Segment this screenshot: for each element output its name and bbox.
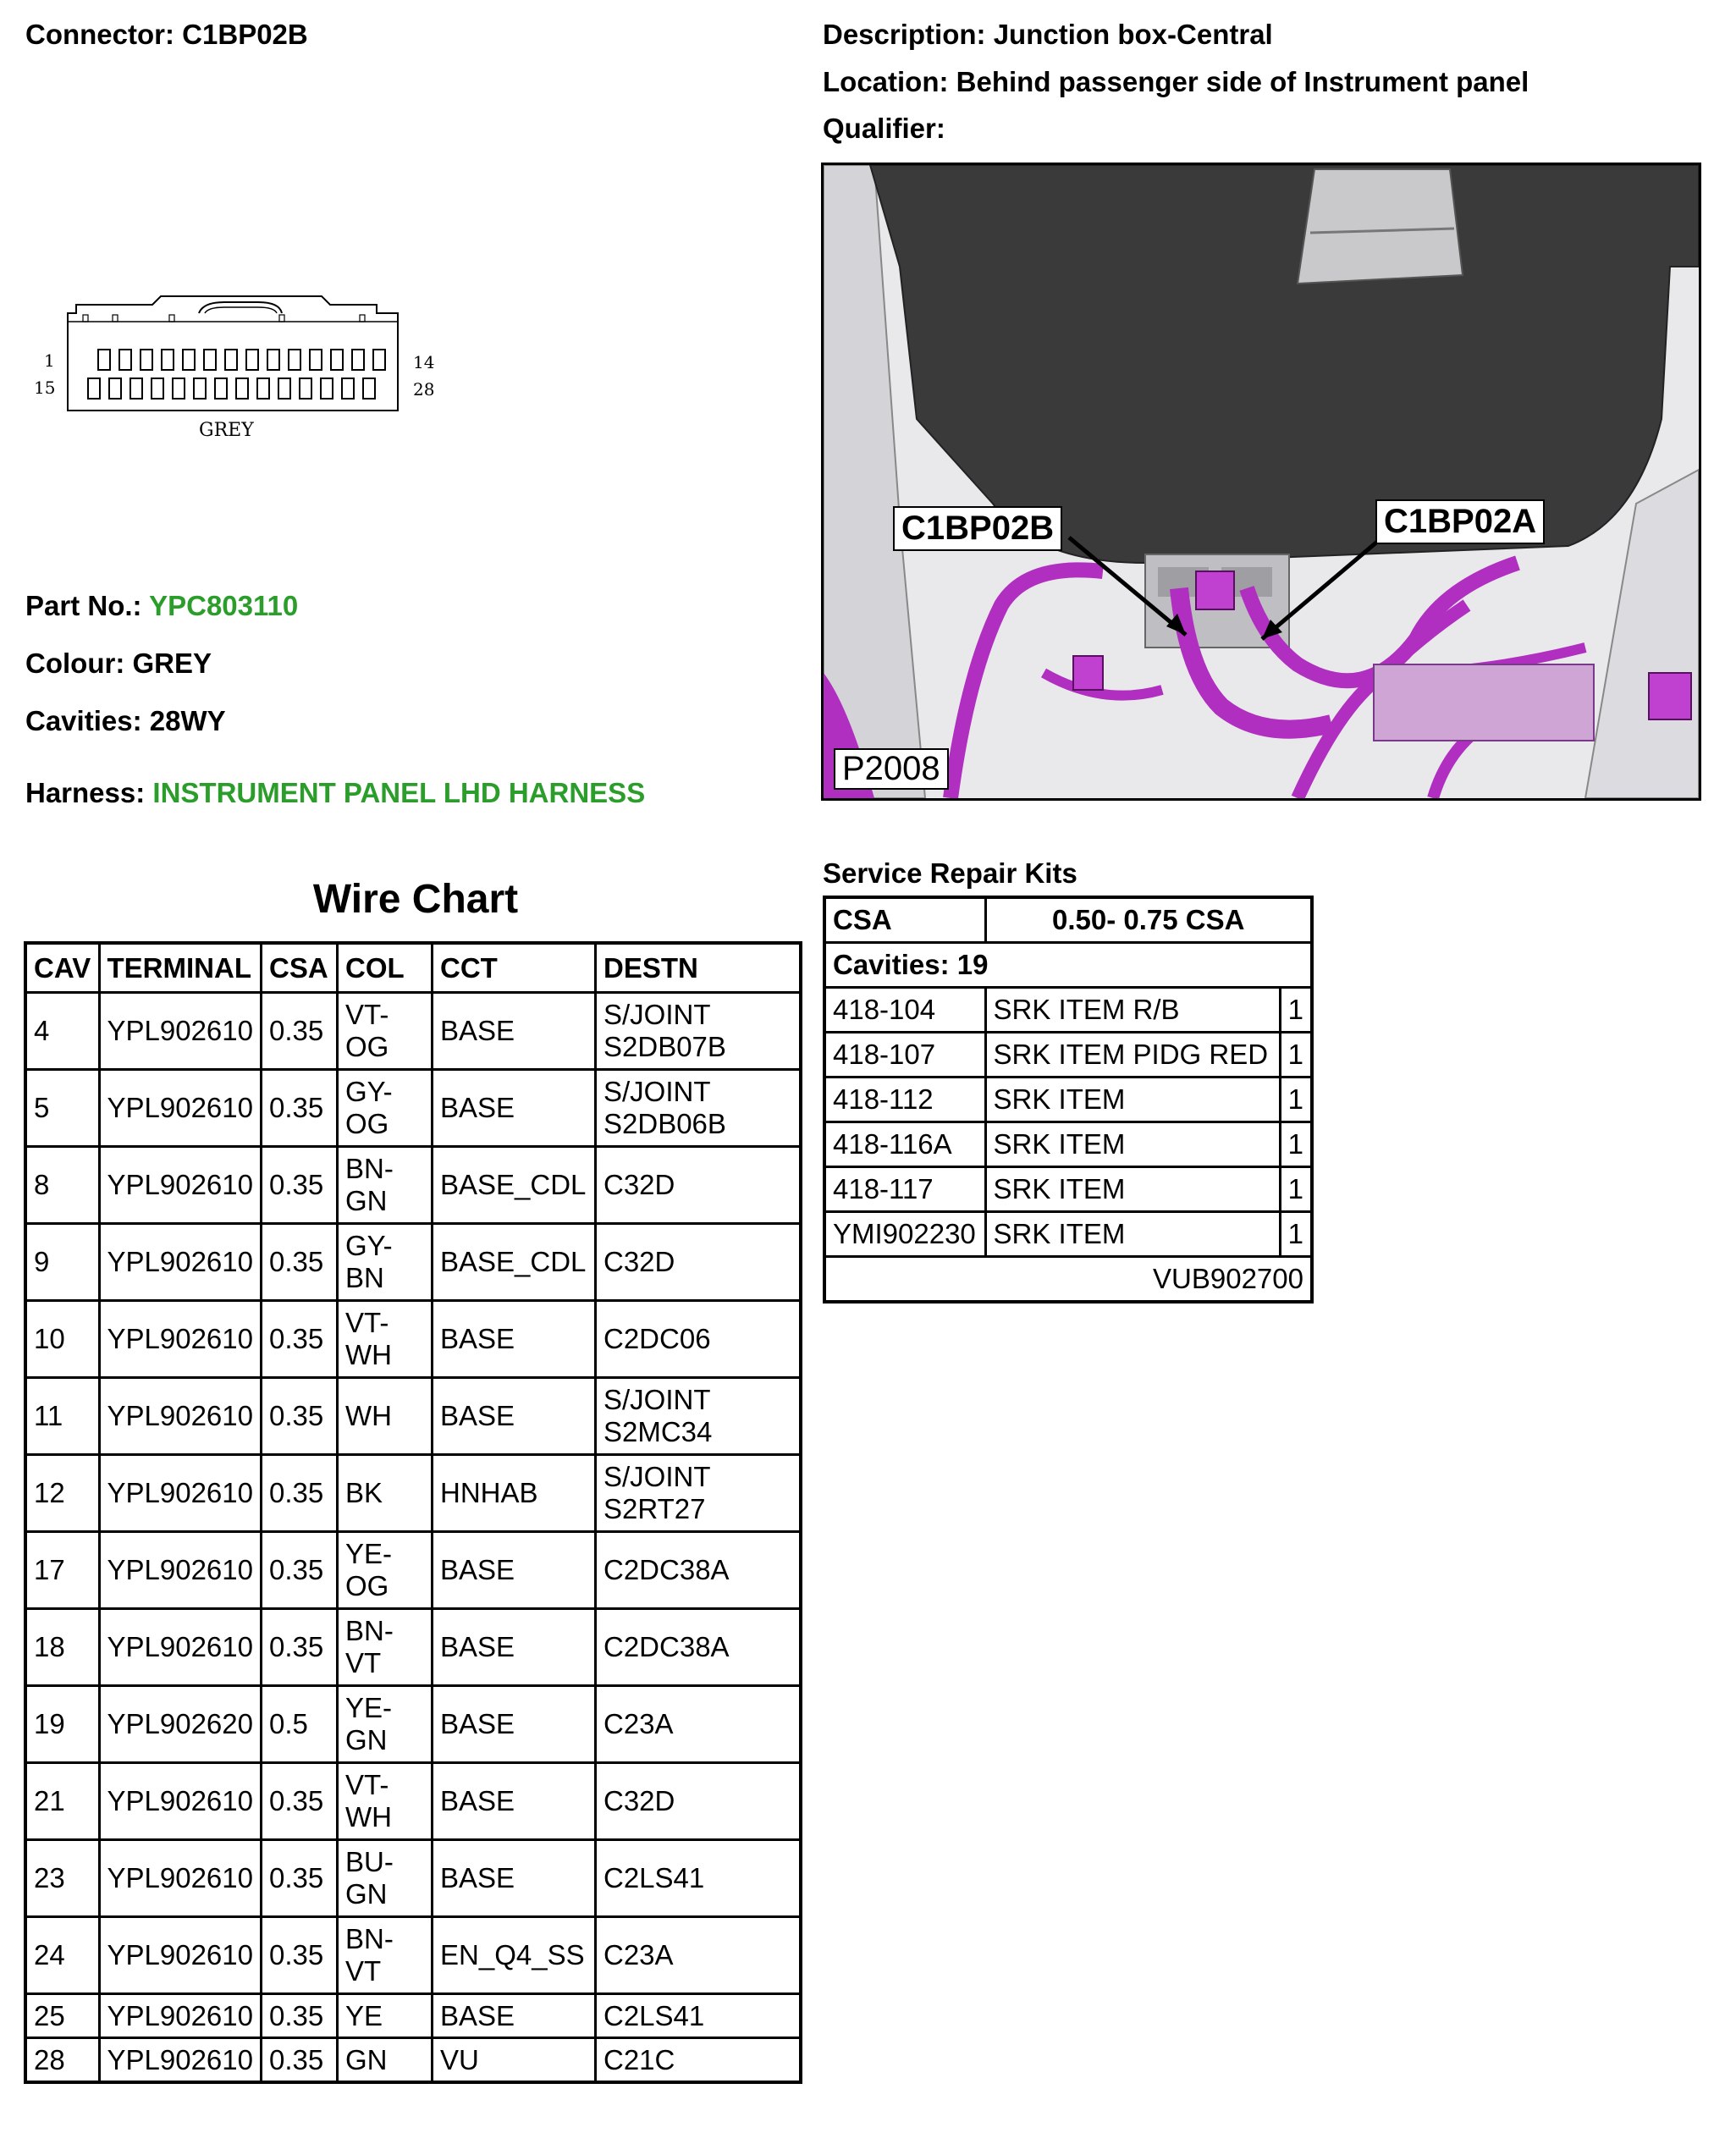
- srk-item-row: [824, 1033, 1312, 1078]
- cavity-13: [352, 350, 364, 370]
- cavity-4: [162, 350, 174, 370]
- cell-cav: 23: [25, 1840, 99, 1917]
- wire-chart-row: [25, 1301, 801, 1378]
- cell-terminal: YPL902610: [99, 1301, 262, 1378]
- cell-destn-line: C32D: [603, 1246, 675, 1277]
- srk-footer: VUB902700: [824, 1257, 1312, 1303]
- cavity-20: [194, 378, 206, 399]
- cell-destn-line: C21C: [603, 2043, 675, 2075]
- location-label: Location:: [823, 66, 949, 97]
- cell-csa: 0.35: [262, 1378, 338, 1455]
- cell-col-line: WH: [345, 1339, 392, 1370]
- cavity-21: [215, 378, 227, 399]
- wire-chart-row: [25, 1763, 801, 1840]
- cell-col-line: VT: [345, 1647, 382, 1678]
- connector-colour-label: GREY: [199, 420, 254, 441]
- cell-terminal: YPL902610: [99, 1455, 262, 1532]
- srk-cavities: Cavities: 19: [824, 943, 1312, 988]
- wire-chart-row: [25, 1070, 801, 1147]
- cell-csa: 0.35: [262, 1301, 338, 1378]
- cavity-row-bottom: [88, 378, 375, 399]
- cell-csa: 0.35: [262, 1994, 338, 2038]
- srk-item-qty: 1: [1280, 1167, 1312, 1212]
- cell-destn: [596, 2038, 801, 2083]
- cell-destn-line: S/JOINT: [603, 999, 711, 1030]
- srk-item-qty: 1: [1280, 1078, 1312, 1122]
- cell-cav: 21: [25, 1763, 99, 1840]
- connector-face-drawing: [25, 284, 457, 453]
- cell-col: [338, 993, 433, 1070]
- srk-csa-label: CSA: [824, 897, 985, 943]
- cell-cav: 24: [25, 1917, 99, 1994]
- cell-csa: 0.35: [262, 1070, 338, 1147]
- cavity-22: [236, 378, 248, 399]
- wire-chart-row: [25, 1147, 801, 1224]
- header-cav: CAV: [25, 943, 99, 993]
- cell-cav: 8: [25, 1147, 99, 1224]
- cell-destn: [596, 1994, 801, 2038]
- part-no-line: [25, 590, 298, 622]
- cell-col-line: GN: [345, 2043, 388, 2075]
- cell-destn: [596, 1917, 801, 1994]
- cavities-label: Cavities:: [25, 705, 142, 736]
- cell-destn-line: S/JOINT: [603, 1461, 711, 1492]
- cavity-24: [278, 378, 290, 399]
- location-value: Behind passenger side of Instrument panel: [956, 66, 1529, 97]
- srk-item-code: YMI902230: [824, 1212, 985, 1257]
- qualifier-label: Qualifier:: [823, 113, 945, 144]
- cell-col: [338, 1455, 433, 1532]
- cavity-15: [88, 378, 100, 399]
- srk-item-row: [824, 1212, 1312, 1257]
- cell-col: [338, 1763, 433, 1840]
- srk-item-code: 418-104: [824, 988, 985, 1033]
- cell-col: [338, 1917, 433, 1994]
- photo-reference-label: P2008: [834, 748, 949, 790]
- colour-value: GREY: [132, 648, 212, 679]
- colour-label: Colour:: [25, 648, 125, 679]
- cell-col-line: WH: [345, 1400, 392, 1431]
- cell-csa: 0.35: [262, 1917, 338, 1994]
- wire-chart-row: [25, 1917, 801, 1994]
- cell-terminal: YPL902610: [99, 1147, 262, 1224]
- cell-destn: [596, 1763, 801, 1840]
- srk-title: Service Repair Kits: [823, 857, 1077, 889]
- srk-item-name: SRK ITEM R/B: [985, 988, 1280, 1033]
- wire-chart-row: [25, 993, 801, 1070]
- cell-col-line: BN: [345, 1262, 384, 1293]
- cell-csa: 0.35: [262, 993, 338, 1070]
- location-photo: [821, 163, 1701, 801]
- cell-terminal: YPL902610: [99, 1994, 262, 2038]
- cell-col: [338, 1840, 433, 1917]
- harness-label: Harness:: [25, 777, 146, 808]
- cavity-8: [246, 350, 258, 370]
- cell-destn-line: C2DC06: [603, 1323, 711, 1354]
- cell-destn-line: C2DC38A: [603, 1554, 730, 1585]
- location-photo-illustration: [824, 165, 1699, 798]
- cell-cct: BASE: [433, 1378, 596, 1455]
- cell-col-line: BN-: [345, 1615, 394, 1646]
- cell-csa: 0.5: [262, 1686, 338, 1763]
- pin-label-28: 28: [413, 379, 435, 400]
- cell-col-line: GY-: [345, 1076, 393, 1107]
- cell-cav: 10: [25, 1301, 99, 1378]
- cell-csa: 0.35: [262, 1147, 338, 1224]
- cell-destn-line: S2DB06B: [603, 1108, 726, 1139]
- cell-csa: 0.35: [262, 1609, 338, 1686]
- cell-destn-line: C23A: [603, 1708, 674, 1739]
- srk-item-code: 418-112: [824, 1078, 985, 1122]
- connector-value: C1BP02B: [182, 19, 308, 50]
- cavity-18: [152, 378, 163, 399]
- cavity-14: [373, 350, 385, 370]
- srk-item-name: SRK ITEM: [985, 1078, 1280, 1122]
- srk-item-code: 418-116A: [824, 1122, 985, 1167]
- callout-c1bp02b: C1BP02B: [893, 506, 1062, 551]
- cell-destn: [596, 1840, 801, 1917]
- cell-col-line: GN: [345, 1878, 388, 1910]
- cell-col-line: BU-: [345, 1846, 394, 1877]
- srk-body: [824, 897, 1312, 1302]
- cell-cav: 12: [25, 1455, 99, 1532]
- cavity-3: [141, 350, 152, 370]
- callout-c1bp02a: C1BP02A: [1375, 499, 1545, 544]
- cavity-9: [267, 350, 279, 370]
- cell-terminal: YPL902610: [99, 1763, 262, 1840]
- harness-link[interactable]: INSTRUMENT PANEL LHD HARNESS: [152, 777, 646, 808]
- cell-cav: 28: [25, 2038, 99, 2083]
- cell-col: [338, 1301, 433, 1378]
- cavity-row-top: [98, 350, 385, 370]
- cell-cct: BASE: [433, 1609, 596, 1686]
- cavity-12: [331, 350, 343, 370]
- cell-cct: BASE: [433, 1686, 596, 1763]
- cell-terminal: YPL902610: [99, 1224, 262, 1301]
- cell-col-line: YE-: [345, 1692, 393, 1723]
- qualifier-line: [823, 113, 945, 145]
- cell-col-line: OG: [345, 1031, 389, 1062]
- harness-line: [25, 777, 645, 809]
- header-terminal: TERMINAL: [99, 943, 262, 993]
- part-no-label: Part No.:: [25, 590, 142, 621]
- wire-chart-row: [25, 1686, 801, 1763]
- cell-col-line: GN: [345, 1724, 388, 1755]
- cell-cct: BASE: [433, 1763, 596, 1840]
- cell-cct: BASE_CDL: [433, 1147, 596, 1224]
- cell-col-line: YE-: [345, 1538, 393, 1569]
- header-col: COL: [338, 943, 433, 993]
- cell-destn-line: S2RT27: [603, 1493, 706, 1524]
- cell-destn-line: S2MC34: [603, 1416, 713, 1447]
- cell-cct: BASE: [433, 993, 596, 1070]
- srk-item-name: SRK ITEM: [985, 1167, 1280, 1212]
- cavity-17: [130, 378, 142, 399]
- cell-cav: 11: [25, 1378, 99, 1455]
- cell-terminal: YPL902610: [99, 1532, 262, 1609]
- wire-chart-row: [25, 1378, 801, 1455]
- cell-destn: [596, 1224, 801, 1301]
- cell-destn-line: C2LS41: [603, 1999, 705, 2031]
- srk-item-qty: 1: [1280, 1212, 1312, 1257]
- cell-csa: 0.35: [262, 1763, 338, 1840]
- cell-destn: [596, 1609, 801, 1686]
- cavity-5: [183, 350, 195, 370]
- cavity-27: [342, 378, 354, 399]
- srk-item-name: SRK ITEM: [985, 1122, 1280, 1167]
- wire-chart-row: [25, 1532, 801, 1609]
- part-no-link[interactable]: YPC803110: [149, 590, 299, 621]
- cavity-23: [257, 378, 269, 399]
- srk-item-name: SRK ITEM PIDG RED: [985, 1033, 1280, 1078]
- wire-chart-row: [25, 1224, 801, 1301]
- cell-col: [338, 1378, 433, 1455]
- cell-col-line: OG: [345, 1570, 389, 1601]
- cell-destn: [596, 1378, 801, 1455]
- srk-csa-value: 0.50- 0.75 CSA: [985, 897, 1312, 943]
- srk-cavities-row: [824, 943, 1312, 988]
- pin-label-14: 14: [413, 352, 435, 372]
- srk-csa-row: [824, 897, 1312, 943]
- cell-destn: [596, 1301, 801, 1378]
- pin-label-15: 15: [34, 378, 56, 398]
- cell-destn-line: S/JOINT: [603, 1384, 711, 1415]
- srk-item-code: 418-107: [824, 1033, 985, 1078]
- cell-terminal: YPL902610: [99, 1070, 262, 1147]
- cell-destn-line: C23A: [603, 1939, 674, 1970]
- cell-col: [338, 2038, 433, 2083]
- wire-chart-row: [25, 2038, 801, 2083]
- cell-destn-line: C32D: [603, 1169, 675, 1200]
- description-label: Description:: [823, 19, 986, 50]
- cell-terminal: YPL902610: [99, 1840, 262, 1917]
- cell-col: [338, 1532, 433, 1609]
- cell-destn: [596, 1147, 801, 1224]
- cavity-6: [204, 350, 216, 370]
- cell-col-line: BK: [345, 1477, 383, 1508]
- header-cct: CCT: [433, 943, 596, 993]
- cell-cct: BASE: [433, 1532, 596, 1609]
- cell-col-line: VT-: [345, 1769, 389, 1800]
- cell-terminal: YPL902610: [99, 1378, 262, 1455]
- cell-destn: [596, 993, 801, 1070]
- cell-col: [338, 1224, 433, 1301]
- wire-chart-row: [25, 1840, 801, 1917]
- cell-col-line: OG: [345, 1108, 389, 1139]
- cell-cav: 18: [25, 1609, 99, 1686]
- cell-cav: 19: [25, 1686, 99, 1763]
- cell-csa: 0.35: [262, 1224, 338, 1301]
- cell-destn-line: S2DB07B: [603, 1031, 726, 1062]
- wire-chart-row: [25, 1455, 801, 1532]
- cell-cav: 4: [25, 993, 99, 1070]
- cell-destn: [596, 1532, 801, 1609]
- cavity-2: [119, 350, 131, 370]
- cell-terminal: YPL902610: [99, 1609, 262, 1686]
- cell-cct: HNHAB: [433, 1455, 596, 1532]
- cell-cct: BASE: [433, 1994, 596, 2038]
- colour-line: [25, 648, 212, 680]
- srk-item-row: [824, 1167, 1312, 1212]
- cavity-19: [173, 378, 185, 399]
- location-line: [823, 66, 1529, 98]
- wire-chart-body: [25, 993, 801, 2083]
- cell-terminal: YPL902610: [99, 993, 262, 1070]
- srk-item-row: [824, 1122, 1312, 1167]
- cell-col: [338, 1147, 433, 1224]
- cell-csa: 0.35: [262, 2038, 338, 2083]
- cell-col-line: YE: [345, 1999, 383, 2031]
- cell-col-line: VT-: [345, 1307, 389, 1338]
- srk-item-qty: 1: [1280, 988, 1312, 1033]
- cavities-value: 28WY: [149, 705, 226, 736]
- srk-item-qty: 1: [1280, 1122, 1312, 1167]
- wire-chart-row: [25, 1994, 801, 2038]
- cell-cav: 9: [25, 1224, 99, 1301]
- cell-col: [338, 1994, 433, 2038]
- cell-col-line: BN-: [345, 1923, 394, 1954]
- cell-cct: VU: [433, 2038, 596, 2083]
- wire-chart-row: [25, 1609, 801, 1686]
- cavities-line: [25, 705, 226, 737]
- cell-destn-line: C2LS41: [603, 1862, 705, 1893]
- cell-col-line: BN-: [345, 1153, 394, 1184]
- cell-csa: 0.35: [262, 1532, 338, 1609]
- wire-chart-title: Wire Chart: [312, 877, 519, 922]
- cell-col-line: GY-: [345, 1230, 393, 1261]
- cell-cav: 5: [25, 1070, 99, 1147]
- srk-item-qty: 1: [1280, 1033, 1312, 1078]
- description-line: [823, 19, 1273, 51]
- cell-destn-line: C32D: [603, 1785, 675, 1816]
- cell-cct: BASE: [433, 1070, 596, 1147]
- srk-item-code: 418-117: [824, 1167, 985, 1212]
- cell-cct: EN_Q4_SS: [433, 1917, 596, 1994]
- cell-destn: [596, 1455, 801, 1532]
- wire-chart-table: [24, 941, 802, 2084]
- cell-col-line: GN: [345, 1185, 388, 1216]
- cell-col: [338, 1070, 433, 1147]
- cell-col-line: VT-: [345, 999, 389, 1030]
- cell-col-line: VT: [345, 1955, 382, 1987]
- cell-cct: BASE: [433, 1840, 596, 1917]
- cell-cav: 25: [25, 1994, 99, 2038]
- wire-chart-header-row: [25, 943, 801, 993]
- cell-col: [338, 1609, 433, 1686]
- cavity-10: [289, 350, 300, 370]
- srk-table: [823, 896, 1314, 1304]
- description-value: Junction box-Central: [993, 19, 1273, 50]
- header-csa: CSA: [262, 943, 338, 993]
- header-destn: DESTN: [596, 943, 801, 993]
- cavity-25: [300, 378, 311, 399]
- cell-destn: [596, 1686, 801, 1763]
- cell-csa: 0.35: [262, 1455, 338, 1532]
- cell-cct: BASE_CDL: [433, 1224, 596, 1301]
- srk-item-row: [824, 988, 1312, 1033]
- srk-item-row: [824, 1078, 1312, 1122]
- cavity-1: [98, 350, 110, 370]
- cell-col-line: WH: [345, 1801, 392, 1833]
- pin-label-1: 1: [44, 350, 55, 371]
- cavity-16: [109, 378, 121, 399]
- cell-destn-line: S/JOINT: [603, 1076, 711, 1107]
- cell-csa: 0.35: [262, 1840, 338, 1917]
- cell-terminal: YPL902620: [99, 1686, 262, 1763]
- cell-destn: [596, 1070, 801, 1147]
- cell-col: [338, 1686, 433, 1763]
- cavity-28: [363, 378, 375, 399]
- srk-footer-row: [824, 1257, 1312, 1303]
- srk-item-name: SRK ITEM: [985, 1212, 1280, 1257]
- connector-line: [25, 19, 308, 51]
- cavity-7: [225, 350, 237, 370]
- cell-terminal: YPL902610: [99, 1917, 262, 1994]
- cell-destn-line: C2DC38A: [603, 1631, 730, 1662]
- connector-label: Connector:: [25, 19, 174, 50]
- cell-terminal: YPL902610: [99, 2038, 262, 2083]
- cell-cav: 17: [25, 1532, 99, 1609]
- cavity-11: [310, 350, 322, 370]
- cell-cct: BASE: [433, 1301, 596, 1378]
- cavity-26: [321, 378, 333, 399]
